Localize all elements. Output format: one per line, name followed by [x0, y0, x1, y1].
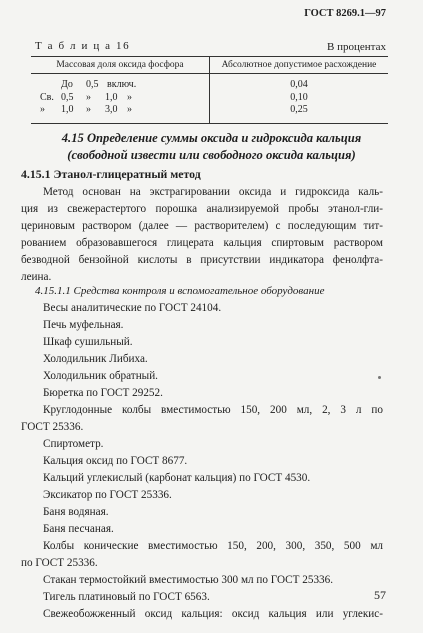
table-value: 0,25 — [290, 104, 308, 115]
table-value: 0,10 — [290, 91, 308, 103]
list-item: Весы аналитические по ГОСТ 24104. — [43, 302, 222, 314]
range-mid: » — [86, 91, 91, 103]
table-caption: Т а б л и ц а 16 — [35, 40, 131, 52]
paragraph-line: леина. — [21, 271, 52, 283]
range-from: 1,0 — [61, 104, 74, 115]
range-mid: » — [86, 104, 91, 115]
table-unit-note: В процентах — [327, 41, 386, 53]
paragraph-line: рованием образовавшегося глицерата кальция спиртовым раствором — [21, 237, 383, 249]
range-from: 0,5 — [61, 91, 74, 103]
table-header-row — [31, 57, 388, 74]
list-item: Стакан термостойкий вместимостью 300 мл по ГОСТ 25336. — [43, 574, 334, 586]
list-item: Эксикатор по ГОСТ 25336. — [43, 489, 172, 501]
list-item: ГОСТ 25336. — [21, 421, 84, 433]
range-to: 1,0 — [105, 91, 118, 103]
section-4-15-1-1-heading: 4.15.1.1 Средства контроля и вспомогательное оборудование — [35, 285, 325, 297]
list-item: Холодильник обратный. — [43, 370, 158, 382]
list-item: Печь муфельная. — [43, 319, 124, 331]
table-ranges-cell — [31, 74, 210, 124]
table-values-cell — [210, 74, 389, 124]
paragraph-line: Метод основан на экстрагировании оксида и гидроксида каль- — [43, 186, 383, 198]
section-4-15-1-heading: 4.15.1 Этанол-глицератный метод — [21, 167, 201, 181]
section-4-15-heading — [0, 130, 423, 164]
list-item: Шкаф сушильный. — [43, 336, 133, 348]
range-to: 3,0 — [105, 104, 118, 115]
list-item: Спиртометр. — [43, 438, 104, 450]
page-number: 57 — [374, 588, 386, 602]
range-from: До — [61, 79, 73, 90]
range-mid: 0,5 — [86, 79, 99, 90]
table-16 — [31, 56, 388, 124]
list-item: Баня водяная. — [43, 506, 109, 518]
paragraph-line: безводной бензойной кислоты в присутствии индикатора фенолфта- — [21, 254, 383, 266]
table-header-tolerance: Абсолютное допустимое расхождение — [210, 57, 389, 74]
list-item: Бюретка по ГОСТ 29252. — [43, 387, 163, 399]
table-header-phosphorus: Массовая доля оксида фосфора — [31, 57, 210, 74]
list-item: Свежеобожженный оксид кальция: оксид кальция или углекис- — [43, 608, 383, 620]
list-item: Баня песчаная. — [43, 523, 114, 535]
range-suffix: » — [127, 104, 132, 115]
paragraph-line: ция из свежерастертого порошка анализируемой пробы этанол-гли- — [21, 203, 383, 215]
method-paragraph — [21, 184, 383, 286]
list-item: по ГОСТ 25336. — [21, 557, 98, 569]
range-suffix: включ. — [107, 79, 137, 90]
section-4-15-title-line2: (свободной извести или свободного оксида кальция) — [67, 148, 356, 162]
range-prefix: Св. — [40, 91, 54, 103]
paragraph-line: цериновым раствором (далее — растворителем) с последующим тит- — [21, 220, 383, 232]
range-suffix: » — [127, 91, 132, 103]
standard-number: ГОСТ 8269.1—97 — [304, 8, 386, 19]
list-item: Тигель платиновый по ГОСТ 6563. — [43, 591, 210, 603]
table-range-row — [34, 79, 209, 92]
section-4-15-title-line1: 4.15 Определение суммы оксида и гидроксида кальция — [61, 131, 362, 145]
table-range-row — [34, 104, 209, 117]
list-item: Круглодонные колбы вместимостью 150, 200 мл, 2, 3 л по — [43, 404, 383, 416]
list-item: Колбы конические вместимостью 150, 200, 300, 350, 500 мл — [43, 540, 383, 552]
table-value: 0,04 — [290, 79, 308, 90]
list-item: Кальций углекислый (карбонат кальция) по ГОСТ 4530. — [43, 472, 311, 484]
table-body-row — [31, 74, 388, 124]
range-prefix: » — [40, 104, 45, 115]
scan-speck — [378, 376, 381, 379]
list-item: Холодильник Либиха. — [43, 353, 148, 365]
table-range-row — [34, 92, 209, 105]
list-item: Кальция оксид по ГОСТ 8677. — [43, 455, 188, 467]
equipment-list — [21, 300, 383, 623]
